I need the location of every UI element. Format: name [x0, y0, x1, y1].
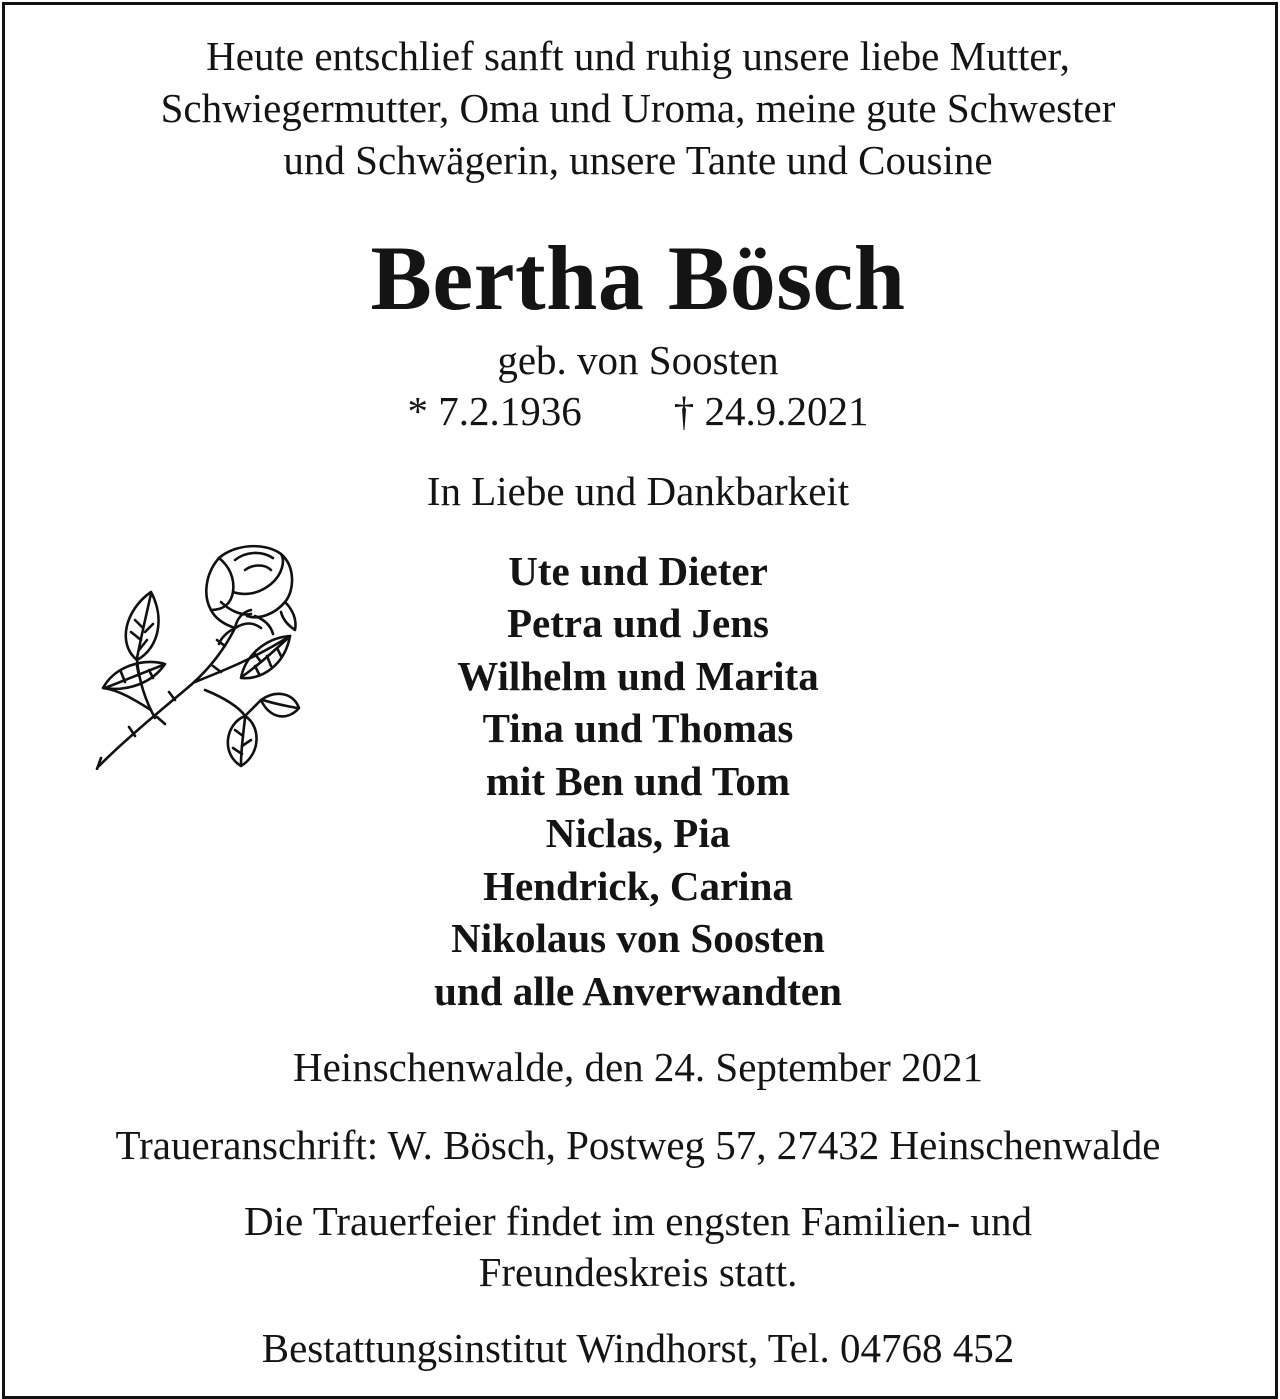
family-line-2: Petra und Jens: [507, 600, 769, 646]
birth-date: * 7.2.1936: [407, 388, 582, 434]
family-line-4: Tina und Thomas: [482, 705, 794, 751]
ceremony-line-2: Freundeskreis statt.: [478, 1249, 798, 1295]
intro-line-2: Schwiegermutter, Oma und Uroma, meine gute Schwester: [160, 85, 1116, 131]
dedication: In Liebe und Dankbarkeit: [426, 468, 850, 514]
intro-line-3: und Schwägerin, unsere Tante und Cousine: [283, 137, 993, 183]
family-line-7: Hendrick, Carina: [483, 863, 793, 909]
family-line-1: Ute und Dieter: [508, 548, 768, 594]
maiden-name: geb. von Soosten: [497, 337, 779, 383]
deceased-name: Bertha Bösch: [370, 227, 906, 329]
life-dates: [0, 386, 1276, 436]
family-line-8: Nikolaus von Soosten: [451, 915, 825, 961]
family-line-6: Niclas, Pia: [545, 810, 731, 856]
intro-line-1: Heute entschlief sanft und ruhig unsere liebe Mutter,: [206, 33, 1070, 79]
place-date: Heinschenwalde, den 24. September 2021: [293, 1044, 983, 1090]
family-line-5: mit Ben und Tom: [485, 758, 791, 804]
mourning-address: Traueranschrift: W. Bösch, Postweg 57, 27432 Heinschenwalde: [115, 1122, 1161, 1168]
undertaker-contact: Bestattungsinstitut Windhorst, Tel. 04768 452: [261, 1325, 1015, 1371]
family-line-9: und alle Anverwandten: [434, 968, 842, 1014]
family-line-3: Wilhelm und Marita: [457, 653, 819, 699]
ceremony-line-1: Die Trauerfeier findet im engsten Familien- und: [244, 1198, 1032, 1244]
death-date: † 24.9.2021: [673, 388, 869, 434]
